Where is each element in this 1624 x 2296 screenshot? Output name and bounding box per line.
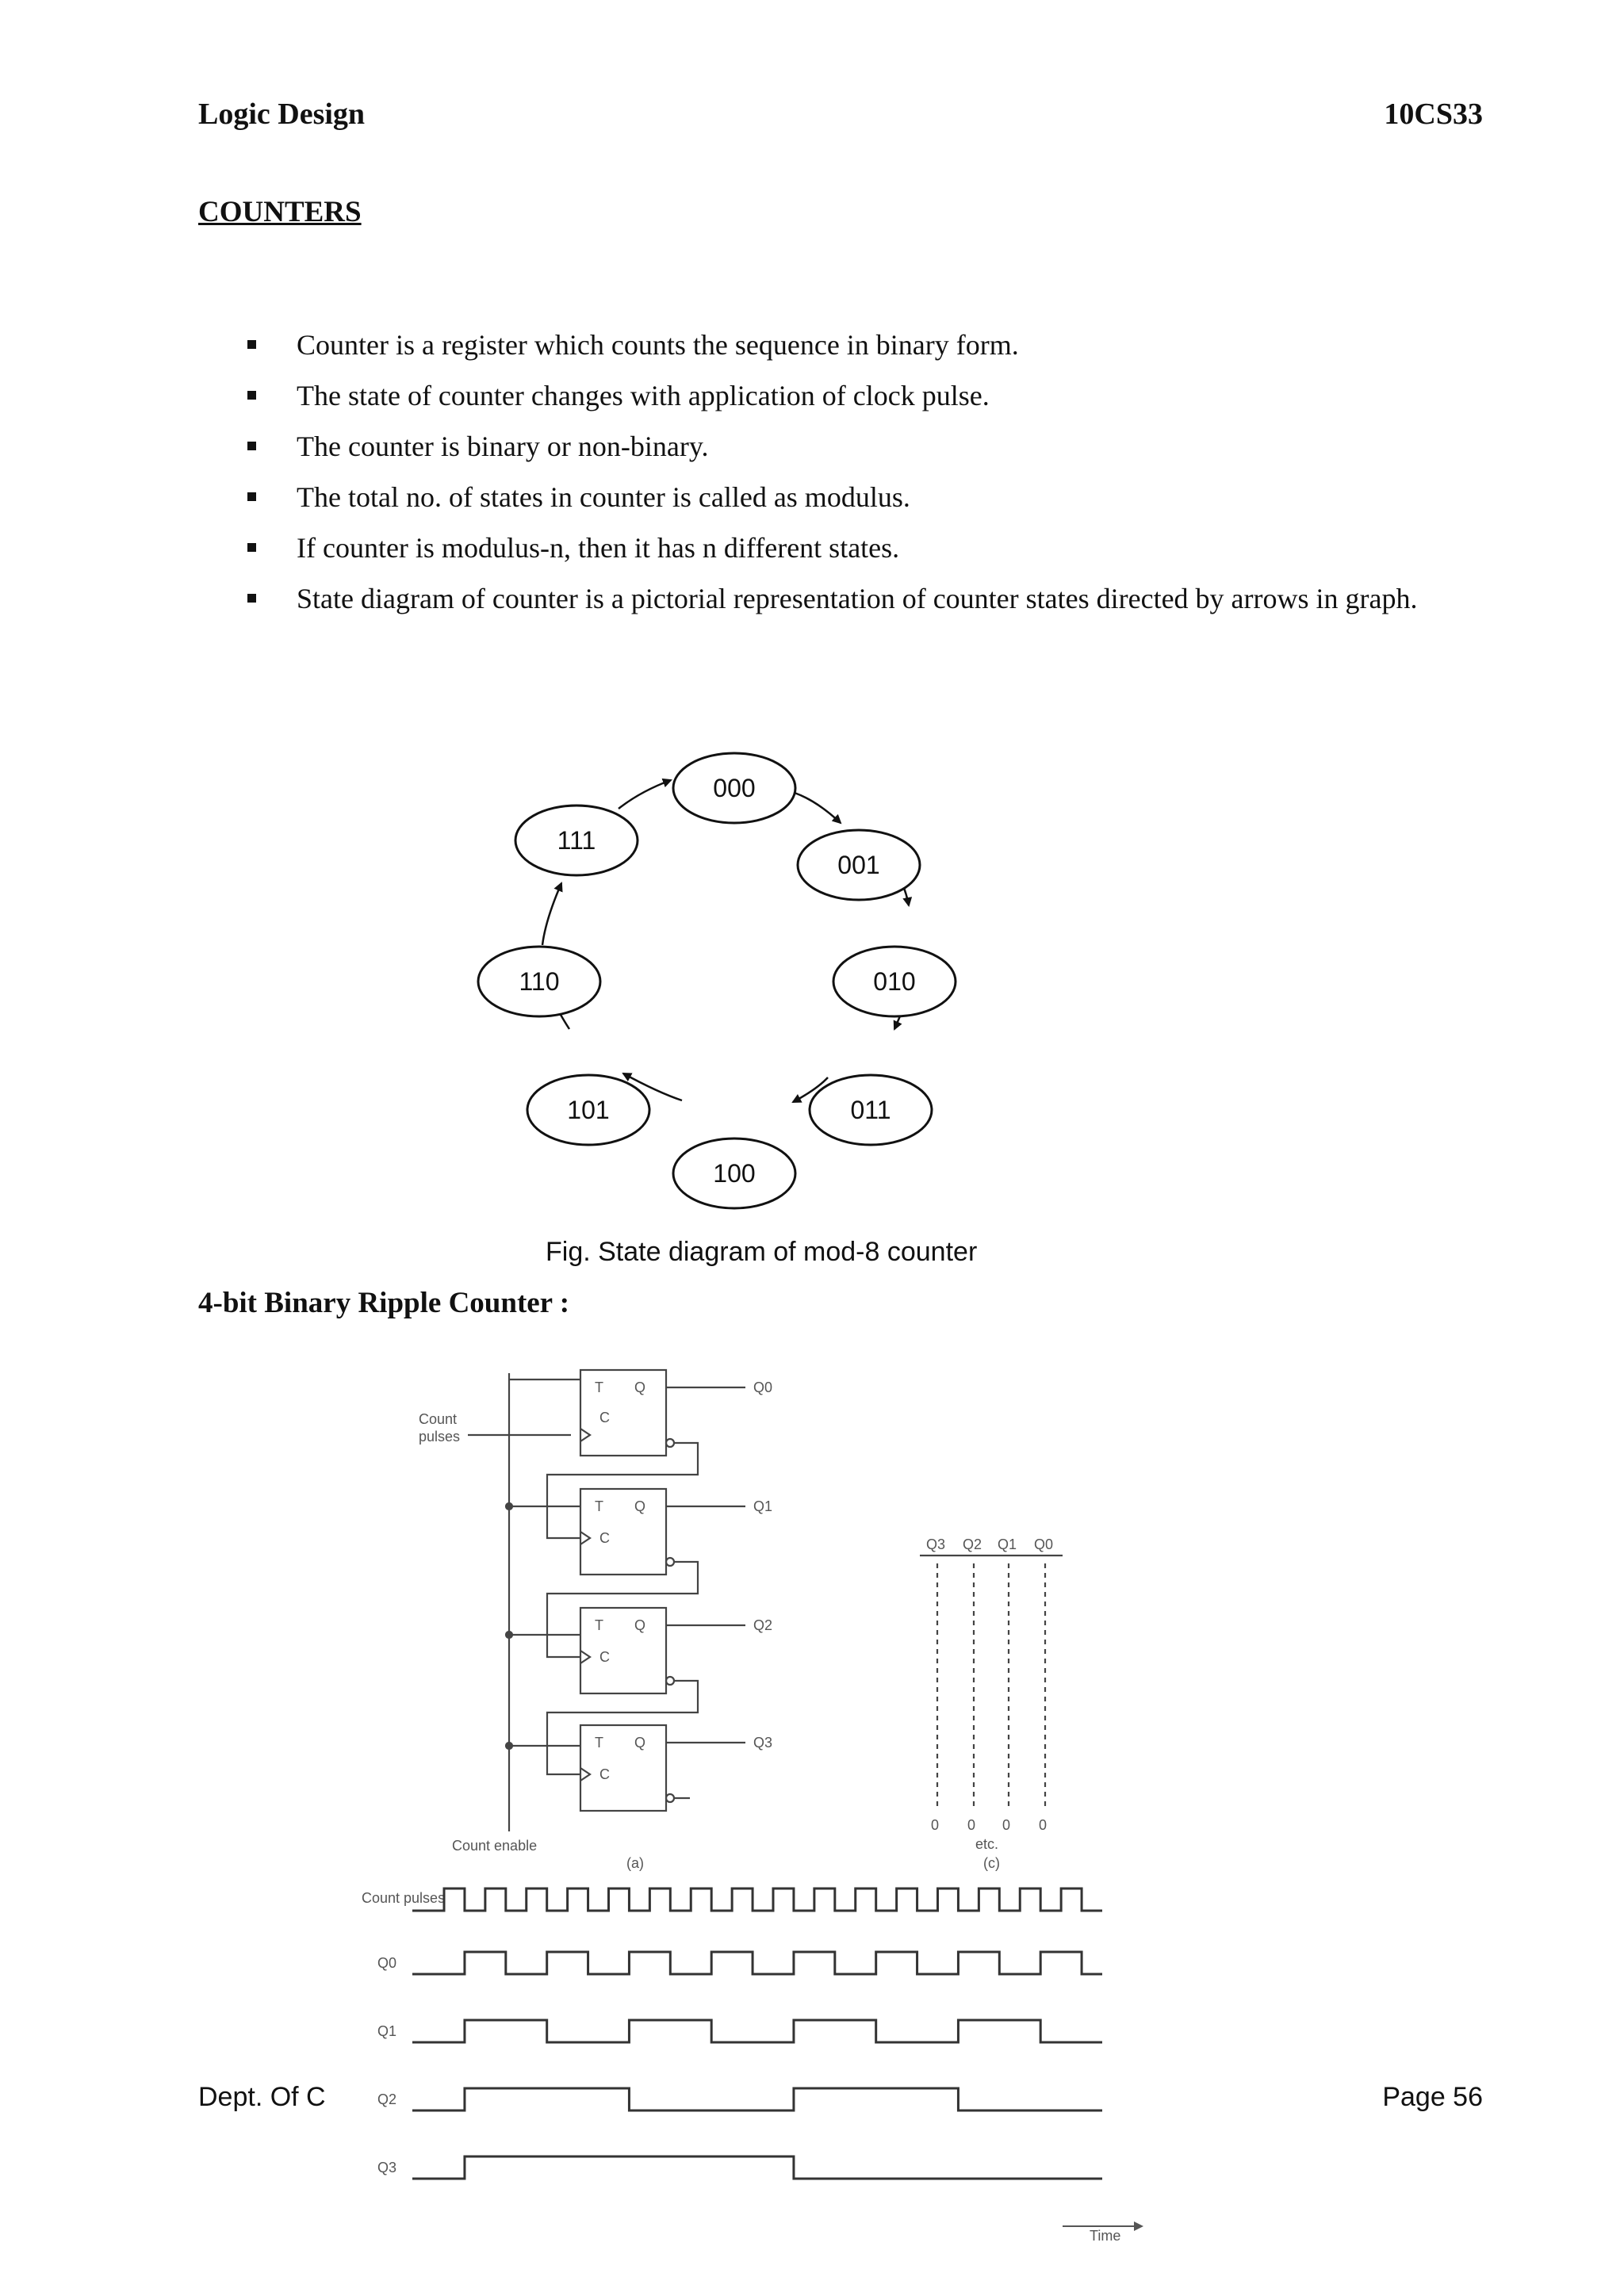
square-bullet-icon xyxy=(247,442,256,450)
table-header-cell: Q3 xyxy=(926,1536,946,1552)
footer-department: Dept. Of C xyxy=(198,2082,326,2112)
ff-q-label: Q xyxy=(634,1498,646,1514)
state-label: 001 xyxy=(837,851,880,879)
footer-page-number: Page 56 xyxy=(1382,2082,1483,2112)
timing-label: Count pulses xyxy=(362,1890,446,1906)
waveform-4 xyxy=(412,2156,1102,2179)
ff-q-label: Q xyxy=(634,1617,646,1633)
state-label: 101 xyxy=(567,1096,610,1124)
figure-caption: Fig. State diagram of mod-8 counter xyxy=(546,1237,978,1267)
count-pulses-label: pulses xyxy=(419,1429,461,1445)
table-last-row-cell: 0 xyxy=(931,1817,940,1833)
count-enable-label: Count enable xyxy=(452,1838,538,1854)
ff-t-label: T xyxy=(595,1617,603,1633)
count-pulses-label: Count xyxy=(419,1411,458,1427)
timing-label: Q3 xyxy=(377,2160,397,2175)
arrow-111-000 xyxy=(619,780,671,809)
time-axis-label: Time xyxy=(1090,2228,1121,2244)
state-label: 100 xyxy=(713,1159,756,1188)
bullet-item: The total no. of states in counter is called as modulus. xyxy=(247,479,1440,515)
ff-c-label: C xyxy=(599,1530,610,1546)
ff-t-label: T xyxy=(595,1498,603,1514)
time-arrow-icon xyxy=(1134,2221,1143,2231)
square-bullet-icon xyxy=(247,492,256,501)
timing-label: Q0 xyxy=(377,1955,397,1971)
ff-c-label: C xyxy=(599,1410,610,1425)
square-bullet-icon xyxy=(247,543,256,552)
ripple-counter-heading: 4-bit Binary Ripple Counter : xyxy=(198,1287,570,1319)
ff-q-label: Q xyxy=(634,1735,646,1751)
bullet-item: State diagram of counter is a pictorial representation of counter states directed by arrows in graph. xyxy=(247,580,1440,617)
header-course-code: 10CS33 xyxy=(1384,98,1483,131)
square-bullet-icon xyxy=(247,340,256,349)
waveform-2 xyxy=(412,2020,1102,2042)
state-label: 111 xyxy=(557,826,596,855)
output-label: Q2 xyxy=(753,1617,773,1633)
waveform-0 xyxy=(412,1888,1102,1911)
ff-t-label: T xyxy=(595,1380,603,1395)
ff-t-label: T xyxy=(595,1735,603,1751)
table-header-cell: Q1 xyxy=(998,1536,1017,1552)
state-label: 010 xyxy=(873,967,916,996)
bullet-item: The state of counter changes with application of clock pulse. xyxy=(247,377,1440,414)
panel-label: (c) xyxy=(983,1855,1000,1871)
ff-c-label: C xyxy=(599,1766,610,1782)
arrow-110-111 xyxy=(542,883,561,945)
state-label: 011 xyxy=(850,1096,891,1124)
table-last-row-cell: 0 xyxy=(1039,1817,1048,1833)
waveform-3 xyxy=(412,2088,1102,2110)
table-last-row-cell: 0 xyxy=(1002,1817,1011,1833)
ff-q-label: Q xyxy=(634,1380,646,1395)
state-diagram xyxy=(468,737,975,1229)
timing-label: Q1 xyxy=(377,2023,397,2039)
section-title: COUNTERS xyxy=(198,196,362,228)
state-label: 110 xyxy=(519,967,560,996)
table-header-cell: Q2 xyxy=(963,1536,982,1552)
output-label: Q1 xyxy=(753,1498,773,1514)
ripple-counter-figure xyxy=(333,1356,1158,2252)
bullet-list xyxy=(247,327,1440,631)
table-last-row-cell: 0 xyxy=(967,1817,976,1833)
output-label: Q3 xyxy=(753,1735,773,1751)
square-bullet-icon xyxy=(247,391,256,400)
header-course-title: Logic Design xyxy=(198,98,366,131)
panel-label: (a) xyxy=(626,1855,644,1871)
waveform-1 xyxy=(412,1952,1102,1974)
bullet-item: Counter is a register which counts the sequence in binary form. xyxy=(247,327,1440,363)
state-label: 000 xyxy=(713,774,756,802)
table-etc-label: etc. xyxy=(975,1836,999,1852)
square-bullet-icon xyxy=(247,594,256,603)
table-header-cell: Q0 xyxy=(1034,1536,1054,1552)
bullet-item: The counter is binary or non-binary. xyxy=(247,428,1440,465)
arrow-000-001 xyxy=(795,793,841,823)
output-label: Q0 xyxy=(753,1380,773,1395)
timing-label: Q2 xyxy=(377,2091,397,2107)
ff-c-label: C xyxy=(599,1649,610,1665)
bullet-item: If counter is modulus-n, then it has n different states. xyxy=(247,530,1440,566)
